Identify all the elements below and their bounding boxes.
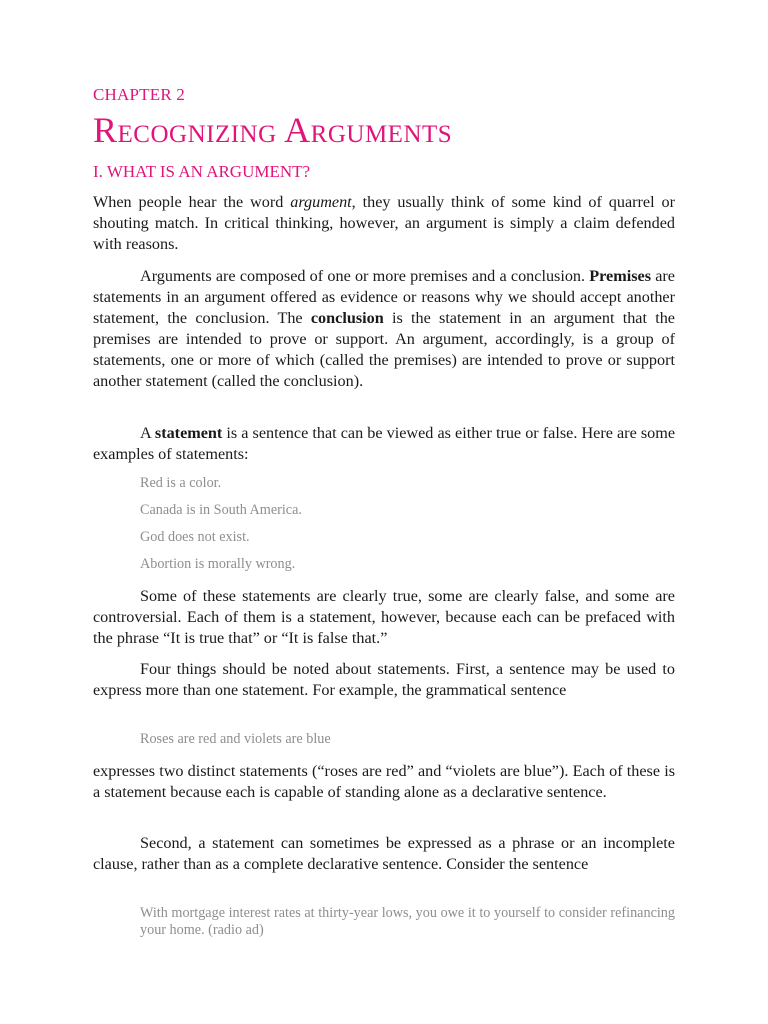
example-statement: Roses are red and violets are blue — [140, 731, 331, 747]
example-statement: With mortgage interest rates at thirty-year lows, you owe it to yourself to consider refinancing your home. (radio ad) — [140, 905, 675, 938]
paragraph-first-point: Four things should be noted about statements. First, a sentence may be used to express more than one statement. For example, the grammatical sentence — [93, 660, 675, 699]
italic-term: argument — [290, 193, 352, 211]
section-heading: I. WHAT IS AN ARGUMENT? — [93, 162, 311, 181]
paragraph-two-statements: expresses two distinct statements (“roses are red” and “violets are blue”). Each of these is a statement because each is capable of standing alone as a declarative sentence. — [93, 762, 675, 801]
example-statement: Canada is in South America. — [140, 502, 302, 518]
paragraph-text: A — [140, 424, 155, 442]
paragraph-statement-definition — [93, 423, 675, 465]
bold-term: statement — [154, 424, 223, 442]
paragraph-text: is the statement in an argument that the premises are intended to prove or support. An argument, accordingly, is a group of statements, one or more of which (called the premises) are intended to prove or support another statement (called the conclusion). — [93, 309, 675, 390]
paragraph-text: , they usually think of some kind of quarrel or shouting match. In critical thinking, however, an argument is simply a claim defended with reasons. — [93, 193, 675, 253]
chapter-label: CHAPTER 2 — [93, 85, 186, 104]
paragraph-text: is a sentence that can be viewed as either true or false. Here are some examples of statements: — [93, 424, 676, 463]
example-statement: Abortion is morally wrong. — [140, 556, 296, 572]
paragraph-text: are statements in an argument offered as evidence or reasons why we should accept another statement, the conclusion. The — [93, 267, 675, 327]
example-statement: God does not exist. — [140, 529, 250, 545]
paragraph-examples-discussion: Some of these statements are clearly true, some are clearly false, and some are controversial. Each of them is a statement, however, because each can be prefaced with the phrase “It is true that” or “It is false that.” — [93, 587, 675, 647]
paragraph-text: When people hear the word — [93, 193, 291, 211]
chapter-title: Recognizing Arguments — [93, 110, 453, 150]
example-statement: Red is a color. — [140, 475, 222, 491]
bold-term: conclusion — [310, 309, 384, 327]
paragraph-premises-conclusion — [93, 266, 675, 392]
paragraph-argument-definition — [93, 192, 675, 255]
paragraph-second-point: Second, a statement can sometimes be expressed as a phrase or an incomplete clause, rather than as a complete declarative sentence. Consider the sentence — [93, 834, 675, 873]
paragraph-text: Arguments are composed of one or more premises and a conclusion. — [140, 267, 590, 285]
bold-term: Premises — [589, 267, 652, 285]
